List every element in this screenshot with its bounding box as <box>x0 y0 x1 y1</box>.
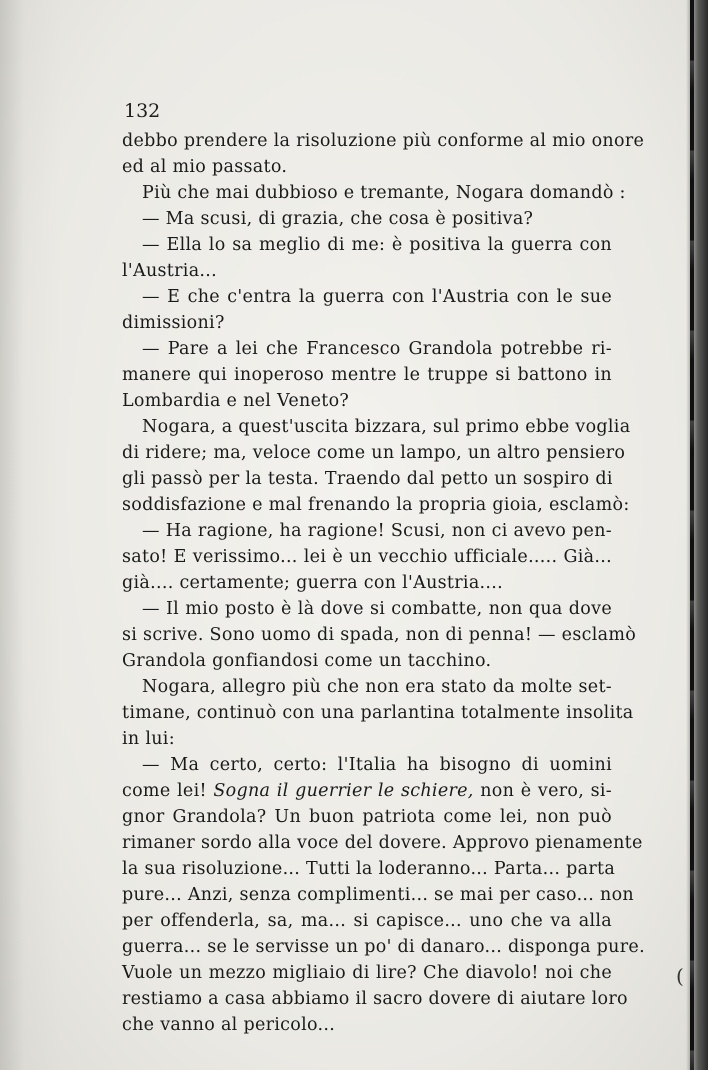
text-line: — Ma scusi, di grazia, che cosa è positiva? <box>142 209 534 229</box>
text-segment: non è vero, si- <box>473 781 612 801</box>
text-line: gli passò per la testa. Traendo dal petto un sospiro di <box>122 469 613 489</box>
text-line: timane, continuò con una parlantina totalmente insolita <box>122 703 634 723</box>
text-line: debbo prendere la risoluzione più conforme al mio onore <box>122 131 645 151</box>
text-line: soddisfazione e mal frenando la propria gioia, esclamò: <box>122 495 630 515</box>
text-line: per offenderla, sa, ma... si capisce... uno che va alla <box>122 911 612 931</box>
page-number: 132 <box>124 100 161 122</box>
text-line: — Il mio posto è là dove si combatte, non qua dove <box>142 599 612 619</box>
text-segment: come lei! <box>122 781 214 801</box>
text-line: rimaner sordo alla voce del dovere. Approvo pienamente <box>122 833 643 853</box>
text-line: Più che mai dubbioso e tremante, Nogara domandò : <box>142 183 626 203</box>
text-line: — Ella lo sa meglio di me: è positiva la guerra con <box>142 235 612 255</box>
text-line: dimissioni? <box>122 313 225 333</box>
binding-marks <box>690 0 694 1070</box>
text-line: che vanno al pericolo... <box>122 1015 336 1035</box>
text-line: — Ma certo, certo: l'Italia ha bisogno di uomini <box>142 755 612 775</box>
text-line: restiamo a casa abbiamo il sacro dovere di aiutare loro <box>122 989 628 1009</box>
margin-mark: ( <box>676 964 684 988</box>
italic-quote: Sogna il guerrier le schiere, <box>213 781 474 801</box>
text-line: Vuole un mezzo migliaio di lire? Che diavolo! noi che <box>122 963 612 983</box>
text-line: ed al mio passato. <box>122 157 288 177</box>
text-line: gnor Grandola? Un buon patriota come lei, non può <box>122 807 612 827</box>
text-line: pure... Anzi, senza complimenti... se mai per caso... non <box>122 885 634 905</box>
text-line: Lombardia e nel Veneto? <box>122 391 350 411</box>
text-line: Grandola gonfiandosi come un tacchino. <box>122 651 492 671</box>
text-line: sato! E verissimo... lei è un vecchio ufficiale..... Già... <box>122 547 612 567</box>
text-line: — Pare a lei che Francesco Grandola potrebbe ri- <box>142 339 612 359</box>
text-line: guerra... se le servisse un po' di danaro... disponga pure. <box>122 937 645 957</box>
text-line: Nogara, a quest'uscita bizzara, sul primo ebbe voglia <box>142 417 631 437</box>
text-line: l'Austria... <box>122 261 218 281</box>
text-line: Nogara, allegro più che non era stato da molte set- <box>142 677 612 697</box>
text-line: manere qui inoperoso mentre le truppe si battono in <box>122 365 612 385</box>
text-line: la sua risoluzione... Tutti la loderanno... Parta... parta <box>122 859 616 879</box>
text-line: già.... certamente; guerra con l'Austria.... <box>122 573 504 593</box>
page-left-shadow <box>0 0 60 1070</box>
text-line <box>122 778 612 804</box>
text-line: — E che c'entra la guerra con l'Austria con le sue <box>142 287 612 307</box>
text-line: di ridere; ma, veloce come un lampo, un altro pensiero <box>122 443 626 463</box>
text-line: si scrive. Sono uomo di spada, non di penna! — esclamò <box>122 625 637 645</box>
text-line: in lui: <box>122 729 175 749</box>
text-line: — Ha ragione, ha ragione! Scusi, non ci avevo pen- <box>142 521 612 541</box>
